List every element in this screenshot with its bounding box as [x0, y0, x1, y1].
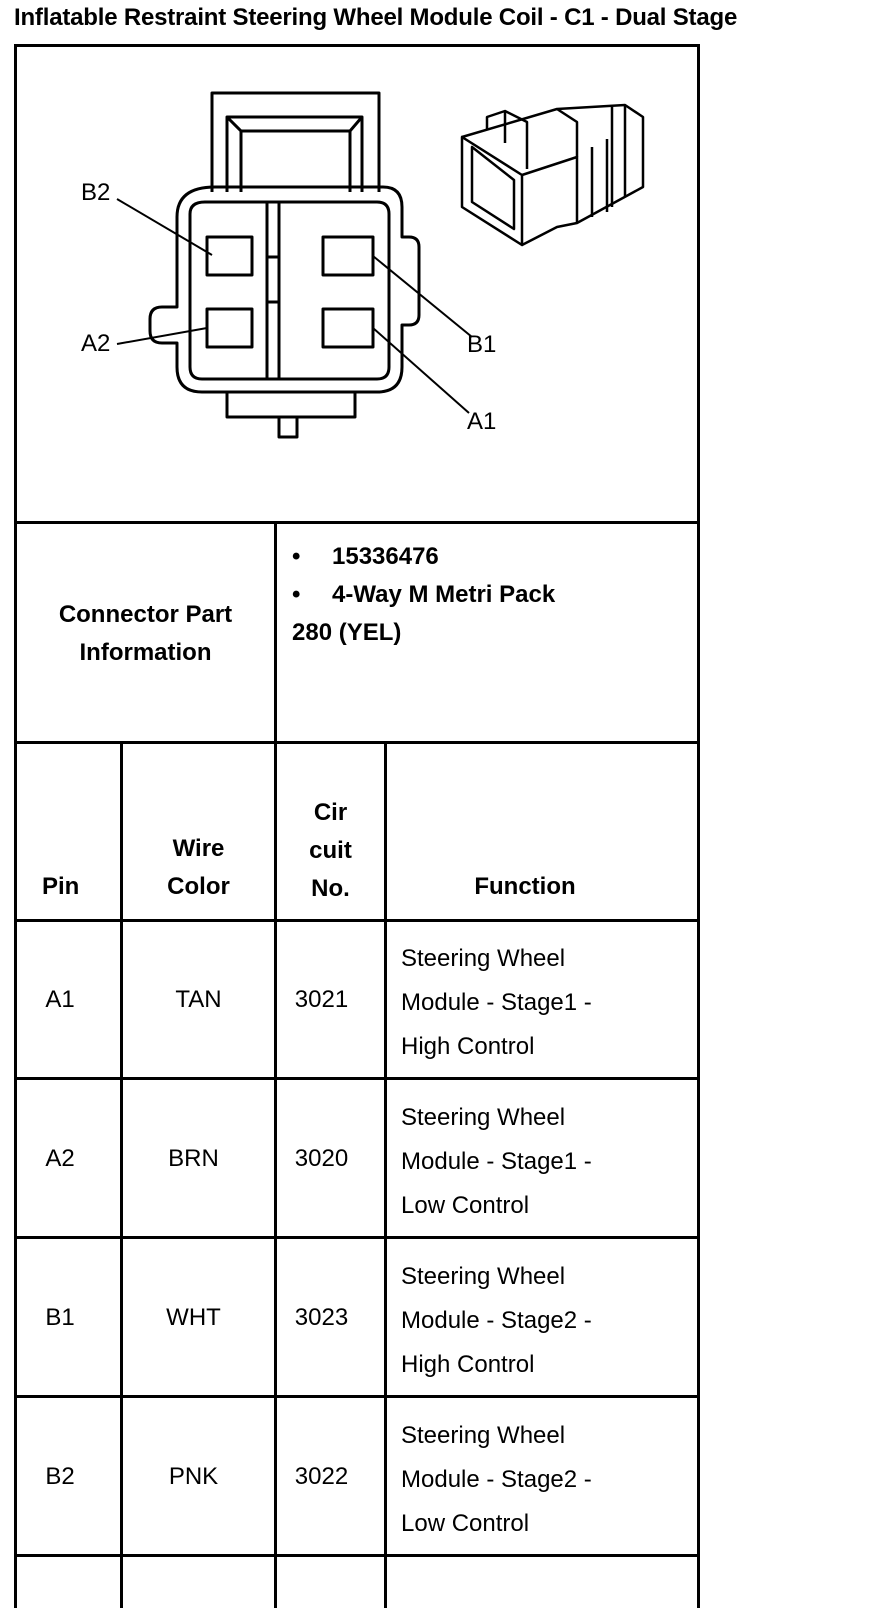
page-title: Inflatable Restraint Steering Wheel Module Coil - C1 - Dual Stage	[14, 4, 738, 31]
connector-type-continuation: 280 (YEL)	[292, 619, 402, 646]
function-line: Steering Wheel	[401, 1263, 566, 1290]
divider	[14, 741, 700, 744]
pin-cell: A2	[45, 1145, 75, 1172]
pin-label-a2: A2	[81, 330, 111, 357]
divider	[14, 1077, 700, 1080]
header-function: Function	[474, 873, 576, 900]
header-wire-color-line2: Color	[167, 873, 230, 900]
divider	[14, 919, 700, 922]
header-circuit-no	[277, 794, 384, 908]
function-line: Low Control	[401, 1192, 530, 1219]
header-pin: Pin	[42, 873, 80, 900]
circuit-cell: 3022	[294, 1463, 349, 1490]
bullet-icon: •	[292, 543, 301, 570]
function-line: Steering Wheel	[401, 945, 566, 972]
pin-label-b2: B2	[81, 179, 111, 206]
wire-color-cell: PNK	[168, 1463, 219, 1490]
header-wire-color	[123, 830, 274, 906]
wire-color-cell: BRN	[168, 1145, 219, 1172]
function-line: Module - Stage1 -	[401, 989, 592, 1016]
wire-color-cell: WHT	[166, 1304, 221, 1331]
function-cell	[401, 1096, 592, 1228]
connector-part-label-line2: Information	[79, 639, 212, 666]
connector-face-diagram	[17, 47, 697, 539]
circuit-cell: 3020	[294, 1145, 349, 1172]
bullet-icon: •	[292, 581, 301, 608]
pin-cell: B1	[45, 1304, 75, 1331]
function-cell	[401, 937, 592, 1069]
pin-label-b1: B1	[467, 331, 497, 358]
header-circuit-line1: Cir	[313, 799, 348, 826]
pin-cell: B2	[45, 1463, 75, 1490]
wire-color-cell: TAN	[175, 986, 222, 1013]
part-number-text: 15336476	[332, 543, 439, 570]
function-line: Steering Wheel	[401, 1104, 566, 1131]
connector-part-label	[17, 596, 274, 672]
function-cell	[401, 1255, 592, 1387]
divider	[14, 521, 700, 524]
function-line: Module - Stage2 -	[401, 1466, 592, 1493]
pin-label-a1: A1	[467, 408, 497, 435]
header-wire-color-line1: Wire	[172, 835, 225, 862]
function-line: Module - Stage2 -	[401, 1307, 592, 1334]
header-circuit-line2: cuit	[309, 837, 352, 864]
part-number	[292, 538, 439, 576]
function-line: High Control	[401, 1033, 535, 1060]
circuit-cell: 3021	[294, 986, 349, 1013]
function-line: High Control	[401, 1351, 535, 1378]
header-circuit-line3: No.	[311, 875, 350, 902]
pin-cell: A1	[45, 986, 75, 1013]
function-line: Module - Stage1 -	[401, 1148, 592, 1175]
function-cell	[401, 1414, 592, 1546]
function-line: Steering Wheel	[401, 1422, 566, 1449]
function-line: Low Control	[401, 1510, 530, 1537]
circuit-cell: 3023	[294, 1304, 349, 1331]
divider	[14, 1554, 700, 1557]
divider	[14, 1395, 700, 1398]
divider	[14, 1236, 700, 1239]
connector-part-label-line1: Connector Part	[58, 601, 233, 628]
divider	[274, 521, 277, 741]
connector-type	[292, 576, 555, 614]
connector-type-text: 4-Way M Metri Pack	[332, 581, 556, 608]
